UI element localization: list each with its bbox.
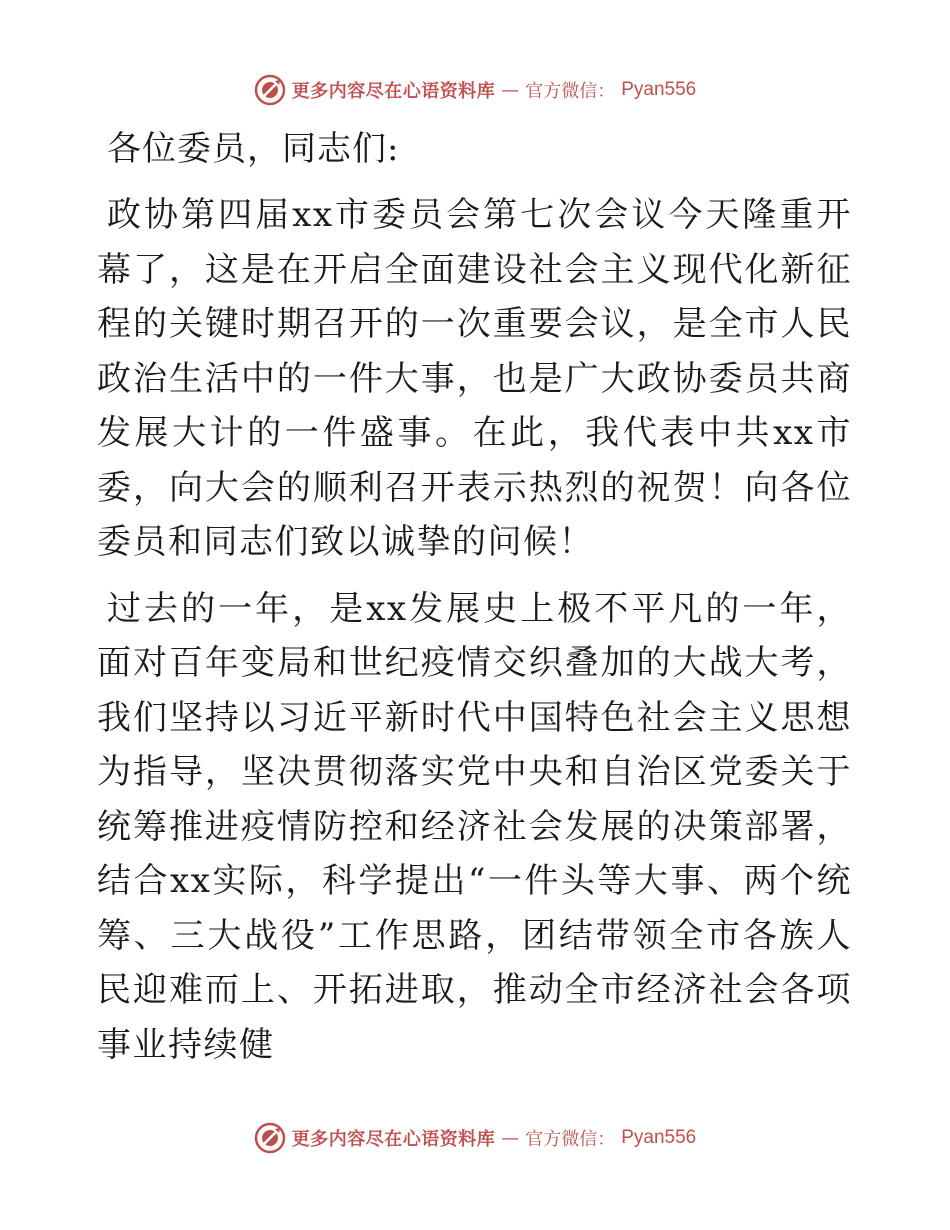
banner-brand-text: 更多内容尽在心语资料库 [291, 81, 496, 102]
document-body [97, 122, 852, 1084]
banner-wechat-label: 官方微信： [525, 1129, 616, 1150]
banner-brand-text: 更多内容尽在心语资料库 [291, 1129, 496, 1150]
banner-separator: — [501, 79, 520, 101]
banner-wechat-label: 官方微信： [525, 81, 616, 102]
footer-banner [0, 1116, 950, 1160]
banner-separator: — [501, 1127, 520, 1149]
logo-icon [254, 1122, 286, 1154]
banner-wechat-id: Pyan556 [621, 1127, 697, 1148]
logo-icon [254, 74, 286, 106]
paragraph: 过去的一年，是xx发展史上极不平凡的一年，面对百年变局和世纪疫情交织叠加的大战大考，我们坚持以习近平新时代中国特色社会主义思想为指导，坚决贯彻落实党中央和自治区党委关于统筹推进疫情防控和经济社会发展的决策部署，结合xx实际，科学提出“一件头等大事、两个统筹、三大战役”工作思路，团结带领全市各族人民迎难而上、开拓进取，推动全市经济社会各项事业持续健 [97, 588, 852, 1065]
header-banner [0, 68, 950, 112]
salutation: 各位委员，同志们: [107, 129, 400, 169]
banner-wechat-id: Pyan556 [621, 79, 697, 100]
paragraph: 政协第四届xx市委员会第七次会议今天隆重开幕了，这是在开启全面建设社会主义现代化新征程的关键时期召开的一次重要会议，是全市人民政治生活中的一件大事，也是广大政协委员共商发展大计的一件盛事。在此，我代表中共xx市委，向大会的顺利召开表示热烈的祝贺！向各位委员和同志们致以诚挚的问候！ [97, 195, 852, 562]
